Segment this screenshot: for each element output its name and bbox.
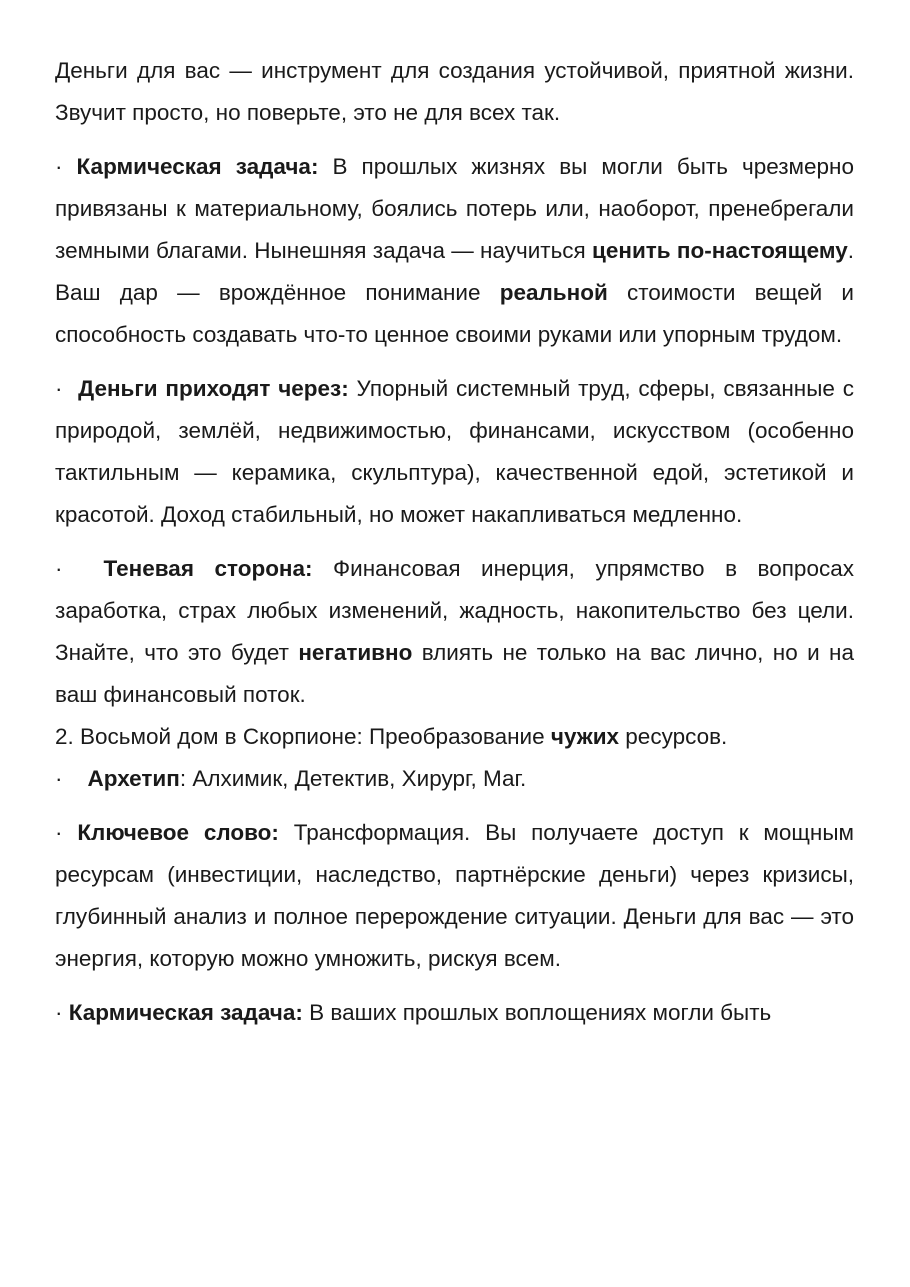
section-2-heading xyxy=(55,716,854,758)
karmic-task-text-1: В прошлых жизнях вы могли быть чрезмерно привязаны к материальному, боялись потерь или, наоборот, пренебрегали земными благами. Нынешняя задача — научиться xyxy=(55,154,854,263)
shadow-side-paragraph xyxy=(55,548,854,716)
shadow-side-text-1: Финансовая инерция, упрямство в вопросах заработка, страх любых изменений, жадность, накопительство без цели. Знайте, что это будет xyxy=(55,556,854,665)
section-2-title-bold: чужих xyxy=(550,724,620,749)
archetype-text: : Алхимик, Детектив, Хирург, Маг. xyxy=(179,766,527,791)
bullet: · xyxy=(55,376,63,401)
document-page xyxy=(55,50,854,1034)
intro-text: Деньги для вас — инструмент для создания устойчивой, приятной жизни. Звучит просто, но поверьте, это не для всех так. xyxy=(55,58,854,125)
karmic-task-2-text: В ваших прошлых воплощениях могли быть xyxy=(302,1000,772,1025)
shadow-side-label: Теневая сторона: xyxy=(103,556,313,581)
karmic-task-bold-2: реальной xyxy=(499,280,608,305)
keyword-paragraph xyxy=(55,812,854,980)
karmic-task-2-label: Кармическая задача: xyxy=(68,1000,303,1025)
bullet: · xyxy=(55,154,63,179)
shadow-side-text-2: влиять не только на вас лично, но и на ваш финансовый поток. xyxy=(55,640,854,707)
bullet: · xyxy=(55,556,63,581)
shadow-side-bold-1: негативно xyxy=(298,640,413,665)
karmic-task-label: Кармическая задача: xyxy=(76,154,319,179)
archetype-label: Архетип xyxy=(87,766,180,791)
money-comes-text: Упорный системный труд, сферы, связанные с природой, землёй, недвижимостью, финансами, искусством (особенно тактильным — керамика, скульптура), качественной едой, эстетикой и красотой. Доход стабильный, но может накапливаться медленно. xyxy=(55,376,854,527)
bullet: · xyxy=(55,1000,63,1025)
karmic-task-text-3: стоимости вещей и способность создавать что‑то ценное своими руками или упорным трудом. xyxy=(55,280,854,347)
money-comes-label: Деньги приходят через: xyxy=(78,376,349,401)
karmic-task-2-paragraph xyxy=(55,992,854,1034)
karmic-task-text-2: . Ваш дар — врождённое понимание xyxy=(55,238,854,305)
section-2-title-2: ресурсов. xyxy=(619,724,728,749)
karmic-task-bold-1: ценить по‑настоящему xyxy=(592,238,848,263)
karmic-task-paragraph xyxy=(55,146,854,356)
archetype-paragraph xyxy=(55,758,854,800)
bullet: · xyxy=(55,820,63,845)
intro-paragraph xyxy=(55,50,854,134)
keyword-text: Трансформация. Вы получаете доступ к мощным ресурсам (инвестиции, наследство, партнёрские деньги) через кризисы, глубинный анализ и полное перерождение ситуации. Деньги для вас — это энергия, которую можно умножить, рискуя всем. xyxy=(55,820,854,971)
section-2-title-1: 2. Восьмой дом в Скорпионе: Преобразование xyxy=(55,724,551,749)
money-comes-paragraph xyxy=(55,368,854,536)
keyword-label: Ключевое слово: xyxy=(77,820,279,845)
bullet: · xyxy=(55,766,63,791)
